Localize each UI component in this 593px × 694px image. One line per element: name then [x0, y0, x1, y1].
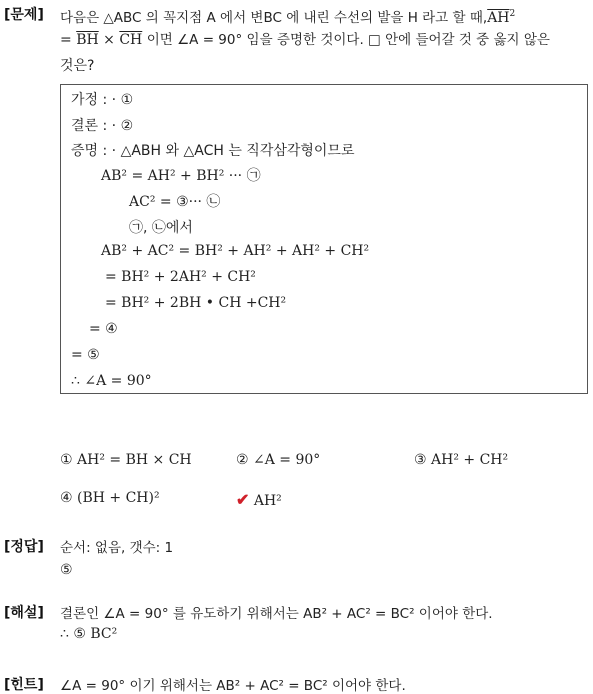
- proof-therefore: ∴ ∠A = 90°: [71, 373, 152, 389]
- proof-from: ㉠, ㉡에서: [129, 220, 193, 236]
- answer-tag: [정답]: [4, 539, 44, 555]
- proof-conclusion: 결론 : · ②: [71, 118, 134, 134]
- check-icon: ✔: [236, 490, 250, 509]
- problem-tag: [문제]: [4, 7, 44, 23]
- problem-line-2: = $\overline{BH} \times \overline{CH}$ 이면 ∠A = 90° 임을 증명한 것이다. □ 안에 들어갈 것 중 옳지 않은: [60, 32, 550, 48]
- proof-assumption: 가정 : · ①: [71, 92, 134, 108]
- problem-math-ah: $\overline{AH}$: [487, 10, 510, 26]
- option-5-text: AH²: [253, 493, 282, 509]
- proof-eq6: = ④: [89, 321, 118, 337]
- proof-eq5: = BH² + 2BH • CH +CH²: [105, 295, 287, 311]
- problem-line-1: 다음은 △ABC 의 꼭지점 A 에서 변BC 에 내린 수선의 발을 H 라고 할 때$,\overline{AH}^2$: [60, 9, 516, 26]
- answer-line-1: 순서: 없음, 갯수: 1: [60, 540, 174, 556]
- problem-text-1: 다음은 △ABC 의 꼭지점 A 에서 변BC 에 내린 수선의 발을 H 라고 할 때,: [60, 10, 488, 26]
- hint-tag: [힌트]: [4, 677, 44, 693]
- proof-eq3: AB² + AC² = BH² + AH² + AH² + CH²: [101, 243, 370, 259]
- problem-line-3: 것은?: [60, 58, 95, 74]
- problem-text-2: 이면 ∠A = 90° 임을 증명한 것이다. □ 안에 들어갈 것 중 옳지 않은: [146, 32, 550, 48]
- problem-math-ch: $\overline{CH}$: [119, 32, 143, 48]
- proof-intro: 증명 : · △ABH 와 △ACH 는 직각삼각형이므로: [71, 143, 355, 159]
- proof-eq7: = ⑤: [71, 347, 100, 363]
- option-3[interactable]: ③ AH² + CH²: [414, 452, 509, 468]
- proof-eq1: AB² = AH² + BH² ··· ㉠: [101, 168, 261, 184]
- explanation-tag: [해설]: [4, 605, 44, 621]
- explanation-line-1: 결론인 ∠A = 90° 를 유도하기 위해서는 AB² + AC² = BC² 이어야 한다.: [60, 606, 493, 622]
- proof-eq4: = BH² + 2AH² + CH²: [105, 269, 256, 285]
- answer-line-2: ⑤: [60, 562, 73, 578]
- option-1[interactable]: ① AH² = BH × CH: [60, 452, 192, 468]
- option-5[interactable]: [236, 490, 282, 509]
- option-4[interactable]: ④ (BH + CH)²: [60, 490, 160, 506]
- proof-eq2: AC² = ③··· ㉡: [129, 194, 221, 210]
- hint-line-1: ∠A = 90° 이기 위해서는 AB² + AC² = BC² 이어야 한다.: [60, 678, 406, 694]
- problem-math-bh: $\overline{BH}$: [76, 32, 99, 48]
- option-2[interactable]: ② ∠A = 90°: [236, 452, 321, 468]
- proof-box: [60, 84, 588, 394]
- explanation-line-2: ∴ ⑤ BC²: [60, 626, 118, 642]
